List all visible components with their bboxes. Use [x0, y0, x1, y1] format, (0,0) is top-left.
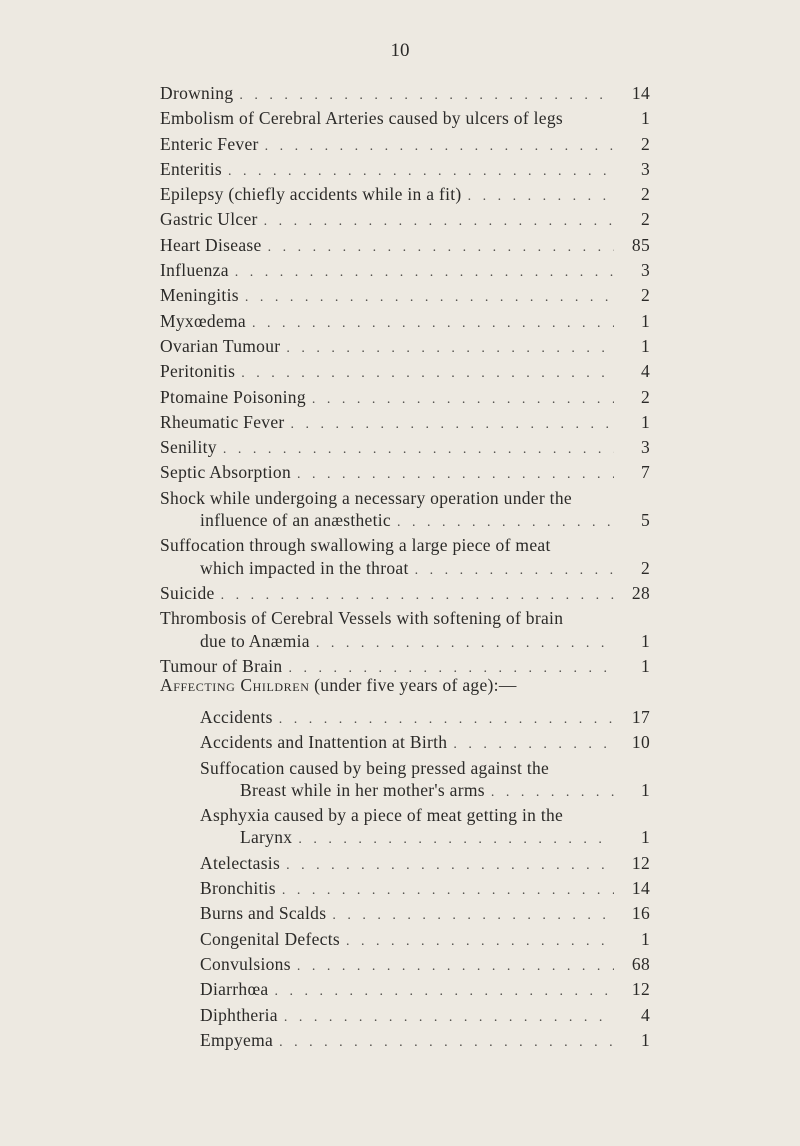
cause-name: Accidents and Inattention at Birth — [200, 732, 448, 753]
cause-name: Peritonitis — [160, 361, 236, 382]
cause-count: 4 — [640, 1004, 650, 1025]
leader-dots — [286, 338, 614, 360]
list-item — [160, 158, 650, 183]
leader-dots — [252, 313, 614, 335]
cause-count: 12 — [631, 979, 650, 1000]
cause-name-continued: which impacted in the throat — [200, 557, 409, 578]
cause-count: 5 — [640, 510, 650, 531]
list-item — [200, 1029, 650, 1054]
cause-count: 85 — [631, 234, 650, 255]
list-item — [200, 1004, 650, 1029]
list-item — [160, 534, 650, 582]
cause-name: Suicide — [160, 582, 215, 603]
cause-name: Rheumatic Fever — [160, 411, 285, 432]
leader-dots — [221, 585, 614, 607]
list-item — [160, 386, 650, 411]
cause-count: 3 — [640, 437, 650, 458]
leader-dots — [415, 560, 614, 582]
cause-count: 1 — [640, 655, 650, 676]
leader-dots — [245, 287, 614, 309]
cause-name: Congenital Defects — [200, 928, 341, 949]
list-item — [160, 259, 650, 284]
leader-dots — [312, 389, 614, 411]
cause-name: Suffocation caused by being pressed against the — [200, 757, 550, 778]
leader-dots — [264, 211, 614, 233]
cause-name: Bronchitis — [200, 878, 276, 899]
leader-dots — [297, 956, 614, 978]
leader-dots — [453, 734, 614, 756]
leader-dots — [279, 709, 614, 731]
list-item — [160, 183, 650, 208]
cause-name-continued: due to Anæmia — [200, 630, 310, 651]
cause-count: 7 — [640, 462, 650, 483]
cause-name: Burns and Scalds — [200, 903, 327, 924]
cause-name: Epilepsy (chiefly accidents while in a fit) — [160, 184, 462, 205]
list-item — [160, 487, 650, 535]
cause-count: 4 — [640, 361, 650, 382]
cause-name: Embolism of Cerebral Arteries caused by ulcers of legs — [160, 108, 564, 129]
list-item — [160, 310, 650, 335]
leader-dots — [268, 237, 614, 259]
cause-name: Gastric Ulcer — [160, 209, 258, 230]
cause-name: Influenza — [160, 260, 229, 281]
cause-name: Enteric Fever — [160, 133, 259, 154]
children-section-heading — [160, 675, 517, 696]
cause-name: Senility — [160, 437, 217, 458]
cause-count: 3 — [640, 158, 650, 179]
cause-count: 2 — [640, 133, 650, 154]
leader-dots — [286, 855, 614, 877]
cause-count: 14 — [631, 878, 650, 899]
cause-count: 28 — [631, 582, 650, 603]
list-item — [200, 902, 650, 927]
leader-dots — [241, 363, 614, 385]
cause-count: 1 — [640, 827, 650, 848]
list-item — [160, 107, 650, 132]
leader-dots — [265, 136, 614, 158]
cause-count: 1 — [640, 928, 650, 949]
list-item — [160, 360, 650, 385]
list-item — [160, 607, 650, 655]
leader-dots — [235, 262, 614, 284]
list-item — [160, 461, 650, 486]
list-item — [160, 208, 650, 233]
leader-dots — [284, 1007, 614, 1029]
causes-of-death-list — [160, 82, 650, 680]
leader-dots — [491, 782, 614, 804]
list-item — [160, 284, 650, 309]
cause-count: 2 — [640, 209, 650, 230]
cause-count: 17 — [631, 707, 650, 727]
leader-dots — [468, 186, 614, 208]
list-item — [160, 436, 650, 461]
cause-count: 2 — [640, 184, 650, 205]
cause-name: Atelectasis — [200, 852, 281, 873]
list-item — [160, 82, 650, 107]
cause-count: 2 — [640, 386, 650, 407]
list-item — [200, 706, 650, 731]
page-number: 10 — [390, 40, 410, 61]
cause-name-continued: Breast while in her mother's arms — [240, 779, 485, 800]
cause-name: Suffocation through swallowing a large piece of meat — [160, 535, 551, 556]
cause-name: Asphyxia caused by a piece of meat getting in the — [200, 805, 564, 826]
leader-dots — [298, 829, 614, 851]
cause-count: 2 — [640, 557, 650, 578]
leader-dots — [316, 633, 614, 655]
list-item — [200, 804, 650, 852]
leader-dots — [279, 1032, 614, 1054]
cause-count: 2 — [640, 285, 650, 306]
list-item — [200, 731, 650, 756]
leader-dots — [282, 880, 614, 902]
cause-count: 16 — [631, 903, 650, 924]
cause-name: Ovarian Tumour — [160, 335, 281, 356]
cause-count: 10 — [631, 732, 650, 753]
leader-dots — [239, 85, 614, 107]
cause-name: Drowning — [160, 83, 234, 103]
list-item — [200, 978, 650, 1003]
cause-name: Thrombosis of Cerebral Vessels with softening of brain — [160, 608, 564, 629]
list-item — [160, 582, 650, 607]
cause-count: 14 — [631, 83, 650, 103]
cause-count: 68 — [631, 953, 650, 974]
list-item — [160, 234, 650, 259]
list-item — [200, 928, 650, 953]
cause-count: 1 — [640, 108, 650, 129]
cause-name: Ptomaine Poisoning — [160, 386, 306, 407]
list-item — [200, 877, 650, 902]
cause-count: 1 — [640, 1029, 650, 1050]
cause-name: Tumour of Brain — [160, 655, 283, 676]
leader-dots — [223, 439, 614, 461]
list-item — [200, 757, 650, 805]
cause-name: Accidents — [200, 707, 273, 727]
cause-count: 12 — [631, 852, 650, 873]
leader-dots — [332, 905, 614, 927]
list-item — [160, 335, 650, 360]
children-causes-list — [200, 706, 650, 1054]
cause-count: 3 — [640, 260, 650, 281]
cause-name: Diarrhœa — [200, 979, 269, 1000]
cause-name: Heart Disease — [160, 234, 262, 255]
leader-dots — [346, 931, 614, 953]
cause-count: 1 — [640, 779, 650, 800]
leader-dots — [291, 414, 614, 436]
list-item — [200, 953, 650, 978]
list-item — [200, 852, 650, 877]
cause-name: Empyema — [200, 1029, 274, 1050]
cause-name: Myxœdema — [160, 310, 246, 331]
cause-name: Meningitis — [160, 285, 239, 306]
cause-count: 1 — [640, 411, 650, 432]
cause-name: Shock while undergoing a necessary operation under the — [160, 487, 572, 508]
cause-name: Convulsions — [200, 953, 291, 974]
cause-count: 1 — [640, 310, 650, 331]
cause-name: Enteritis — [160, 158, 222, 179]
cause-name: Septic Absorption — [160, 462, 292, 483]
leader-dots — [397, 512, 614, 534]
cause-name-continued: Larynx — [240, 827, 293, 848]
list-item — [160, 411, 650, 436]
children-heading-title: Affecting Children — [160, 675, 310, 695]
leader-dots — [228, 161, 614, 183]
list-item — [160, 133, 650, 158]
children-heading-qualifier: (under five years of age):— — [314, 675, 517, 695]
cause-name-continued: influence of an anæsthetic — [200, 510, 391, 531]
cause-count: 1 — [640, 630, 650, 651]
cause-count: 1 — [640, 335, 650, 356]
leader-dots — [274, 981, 614, 1003]
leader-dots — [297, 464, 614, 486]
cause-name: Diphtheria — [200, 1004, 278, 1025]
